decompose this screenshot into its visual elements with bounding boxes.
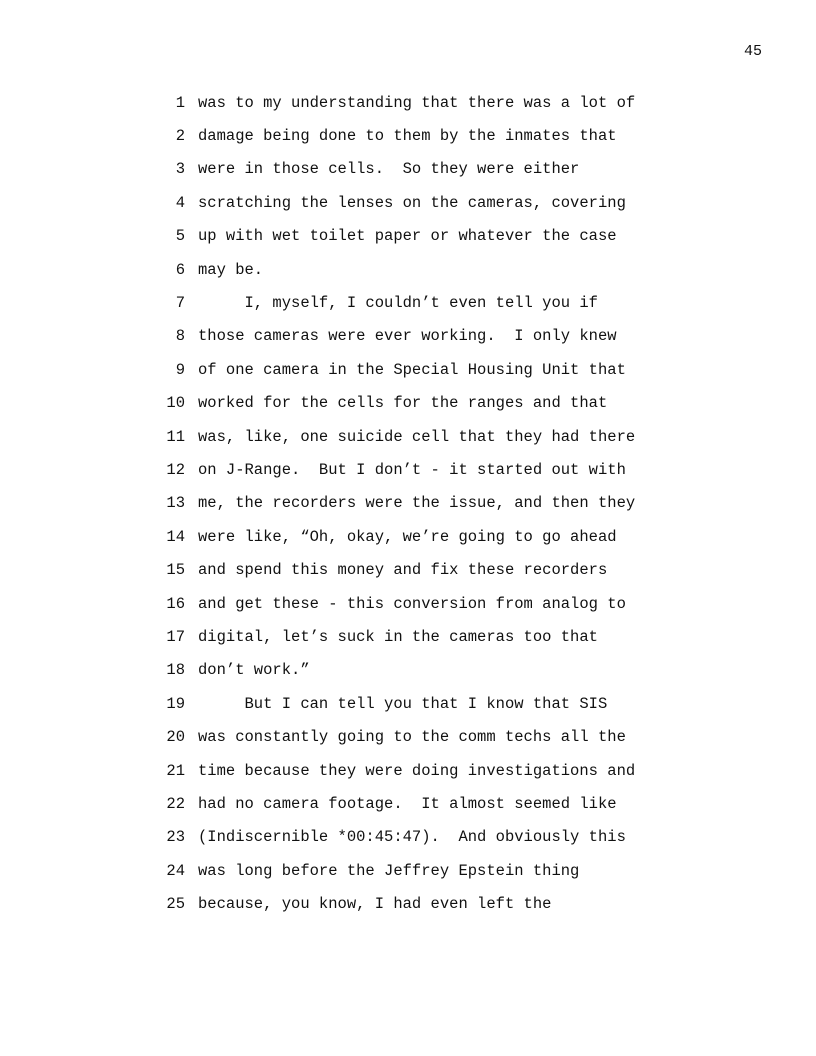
line-number: 18 [166, 661, 185, 680]
line-text: and spend this money and fix these recorders [198, 561, 608, 580]
transcript-line [160, 553, 700, 586]
transcript-line [160, 720, 700, 753]
line-number: 6 [175, 260, 185, 279]
line-text: may be. [198, 260, 264, 279]
line-number: 24 [166, 861, 185, 880]
transcript-line [160, 253, 700, 286]
line-number: 7 [175, 294, 185, 313]
transcript-line [160, 654, 700, 687]
transcript-line [160, 453, 700, 486]
line-text: digital, let’s suck in the cameras too that [198, 627, 598, 646]
line-text: scratching the lenses on the cameras, covering [198, 193, 626, 212]
transcript-line [160, 487, 700, 520]
line-number: 13 [166, 494, 185, 513]
line-number: 8 [175, 327, 185, 346]
transcript-line [160, 353, 700, 386]
transcript-line [160, 320, 700, 353]
line-number: 2 [175, 127, 185, 146]
line-number: 17 [166, 627, 185, 646]
line-text: were like, “Oh, okay, we’re going to go ahead [198, 527, 617, 546]
transcript-line [160, 86, 700, 119]
line-number: 20 [166, 728, 185, 747]
line-number: 1 [175, 93, 185, 112]
transcript-line [160, 520, 700, 553]
line-text: me, the recorders were the issue, and then they [198, 494, 636, 513]
transcript-line [160, 387, 700, 420]
line-number: 12 [166, 460, 185, 479]
line-number: 15 [166, 561, 185, 580]
line-text: damage being done to them by the inmates that [198, 127, 617, 146]
line-text: had no camera footage. It almost seemed like [198, 794, 617, 813]
line-number: 21 [166, 761, 185, 780]
transcript-line [160, 687, 700, 720]
transcript-line [160, 887, 700, 920]
line-text: was to my understanding that there was a lot of [198, 93, 636, 112]
line-number: 19 [166, 694, 185, 713]
line-text: was constantly going to the comm techs all the [198, 728, 626, 747]
line-text: worked for the cells for the ranges and that [198, 394, 608, 413]
line-number: 16 [166, 594, 185, 613]
transcript-body [160, 86, 700, 921]
line-number: 10 [166, 394, 185, 413]
line-number: 23 [166, 828, 185, 847]
line-text: on J-Range. But I don’t - it started out with [198, 460, 626, 479]
line-number: 3 [175, 160, 185, 179]
line-text: and get these - this conversion from analog to [198, 594, 626, 613]
line-number: 11 [166, 427, 185, 446]
transcript-line [160, 754, 700, 787]
line-text: don’t work.” [198, 661, 310, 680]
line-number: 14 [166, 527, 185, 546]
transcript-line [160, 220, 700, 253]
transcript-line [160, 587, 700, 620]
transcript-line [160, 286, 700, 319]
line-number: 22 [166, 794, 185, 813]
transcript-line [160, 420, 700, 453]
line-text: those cameras were ever working. I only knew [198, 327, 617, 346]
line-text: time because they were doing investigations and [198, 761, 636, 780]
line-text: were in those cells. So they were either [198, 160, 580, 179]
line-text: I, myself, I couldn’t even tell you if [198, 294, 598, 313]
page-number: 45 [743, 43, 762, 60]
line-text: was, like, one suicide cell that they had there [198, 427, 636, 446]
transcript-line [160, 119, 700, 152]
line-number: 5 [175, 227, 185, 246]
transcript-line [160, 854, 700, 887]
line-number: 25 [166, 895, 185, 914]
transcript-line [160, 787, 700, 820]
transcript-line [160, 186, 700, 219]
transcript-line [160, 153, 700, 186]
transcript-line [160, 620, 700, 653]
line-number: 9 [175, 360, 185, 379]
line-text: (Indiscernible *00:45:47). And obviously this [198, 828, 626, 847]
line-text: up with wet toilet paper or whatever the case [198, 227, 617, 246]
transcript-line [160, 821, 700, 854]
line-text: because, you know, I had even left the [198, 895, 552, 914]
line-text: was long before the Jeffrey Epstein thing [198, 861, 580, 880]
line-text: But I can tell you that I know that SIS [198, 694, 608, 713]
line-number: 4 [175, 193, 185, 212]
line-text: of one camera in the Special Housing Unit that [198, 360, 626, 379]
